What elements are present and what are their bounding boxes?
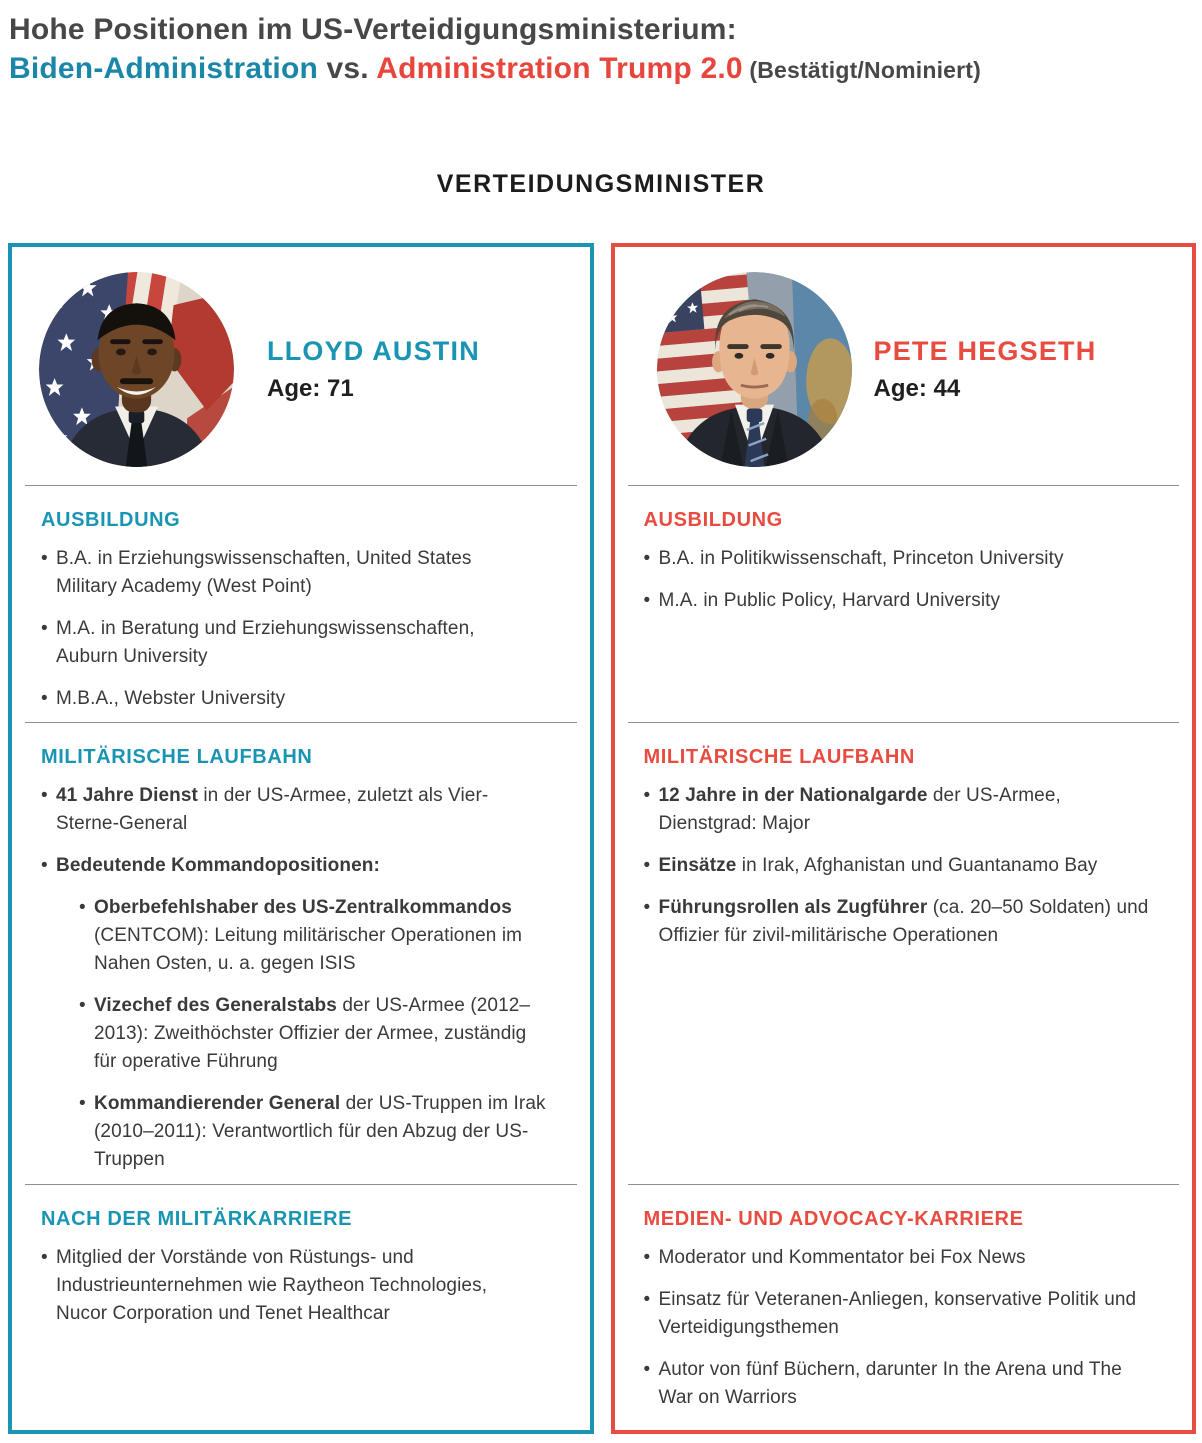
section-heading: MILITÄRISCHE LAUFBAHN [41,746,313,768]
pete-hegseth-photo [657,272,852,467]
bullet-item [79,1090,566,1174]
title-biden-administration: Biden-Administration [9,52,318,85]
bullet-text: Vizechef des Generalstabs der US-Armee (2012–2013): Zweithöchster Offizier der Armee, zuständig für operative Führung [94,995,531,1072]
bullet-item [79,894,566,978]
austin-section-nach-der-militaerkarriere [12,1185,590,1430]
hegseth-age: Age: 44 [873,375,961,402]
austin-card-header [12,247,590,485]
bullet-item [41,545,566,601]
austin-age: Age: 71 [267,375,354,402]
bullet-text: 41 Jahre Dienst in der US-Armee, zuletzt als Vier-Sterne-General [56,785,489,834]
title-note: (Bestätigt/Nominiert) [742,57,982,83]
bullet-dot: • [41,785,48,806]
section-heading: MILITÄRISCHE LAUFBAHN [643,746,915,768]
bullet-list [41,1244,566,1328]
bullet-text: Oberbefehlshaber des US-Zentralkommandos (CENTCOM): Leitung militärischer Operationen im Nahen Osten, u. a. gegen ISIS [94,897,523,974]
bullet-item [644,1286,1169,1342]
bullet-text: Autor von fünf Büchern, darunter In the Arena und The War on Warriors [658,1359,1122,1408]
page-header [0,0,1202,90]
bullet-dot: • [41,688,48,709]
bullet-text: Moderator und Kommentator bei Fox News [658,1247,1026,1268]
bullet-dot: • [79,1093,86,1114]
bullet-item [41,615,566,671]
section-title-verteidigungsminister: VERTEIDUNGSMINISTER [436,170,766,198]
bullet-item [41,1244,566,1328]
hegseth-section-medien-advocacy-karriere [615,1185,1193,1430]
bullet-dot: • [41,618,48,639]
bullet-item [41,782,566,838]
austin-section-ausbildung [12,486,590,722]
title-trump-administration: Administration Trump 2.0 [376,52,743,85]
hegseth-name: PETE HEGSETH [873,336,1097,366]
bullet-dot: • [643,897,651,918]
bullet-text: Führungsrollen als Zugführer (ca. 20–50 Soldaten) und Offizier für zivil-militärische Operationen [658,897,1149,946]
bullet-list [41,545,566,713]
bullet-text: M.A. in Beratung und Erziehungswissenschaften, Auburn University [56,618,475,667]
bullet-dot: • [41,1247,48,1268]
bullet-item [644,1244,1169,1272]
bullet-item [79,992,566,1076]
austin-id-block [267,336,480,485]
bullet-dot: • [643,855,651,876]
lloyd-austin-photo [39,272,234,467]
austin-name: LLOYD AUSTIN [267,336,480,366]
bullet-item [644,894,1169,950]
section-heading: AUSBILDUNG [41,509,181,531]
hegseth-section-militaerische-laufbahn [615,723,1193,1184]
bullet-text: B.A. in Erziehungswissenschaften, United States Military Academy (West Point) [56,548,472,597]
bullet-dot: • [643,590,651,611]
bullet-dot: • [79,995,86,1016]
section-heading: NACH DER MILITÄRKARRIERE [41,1208,353,1230]
bullet-text: 12 Jahre in der Nationalgarde der US-Armee, Dienstgrad: Major [658,785,1061,834]
austin-section-militaerische-laufbahn [12,723,590,1184]
bullet-item [41,852,566,880]
bullet-dot: • [41,855,48,876]
bullet-list [41,782,566,1174]
hegseth-id-block [874,336,1097,485]
bullet-text: Einsatz für Veteranen-Anliegen, konservative Politik und Verteidigungsthemen [658,1289,1137,1338]
bullet-list [644,1244,1169,1412]
bullet-item [644,782,1169,838]
bullet-item [644,852,1169,880]
bullet-list [644,782,1169,950]
bullet-text: B.A. in Politikwissenschaft, Princeton University [658,548,1064,569]
bullet-text: Mitglied der Vorstände von Rüstungs- und Industrieunternehmen wie Raytheon Technologies, Nucor Corporation und Tenet Healthcar [56,1247,488,1324]
section-heading: MEDIEN- UND ADVOCACY-KARRIERE [643,1208,1024,1230]
comparison-cards [8,243,1196,1434]
title-vs: vs. [318,52,377,85]
bullet-item [41,685,566,713]
page-title-line1: Hohe Positionen im US-Verteidigungsministerium: [9,13,737,46]
bullet-dot: • [643,548,651,569]
section-heading: AUSBILDUNG [643,509,783,531]
bullet-dot: • [643,1359,651,1380]
bullet-text: M.B.A., Webster University [56,688,286,709]
card-pete-hegseth [611,243,1197,1434]
card-lloyd-austin [8,243,594,1434]
hegseth-section-ausbildung [615,486,1193,722]
bullet-item [644,545,1169,573]
hegseth-card-header [615,247,1193,485]
page-title-line2 [9,49,1202,90]
bullet-text: Kommandierender General der US-Truppen im Irak (2010–2011): Verantwortlich für den Abzug der US-Truppen [94,1093,546,1170]
bullet-dot: • [41,548,48,569]
bullet-dot: • [643,785,651,806]
bullet-text: M.A. in Public Policy, Harvard University [658,590,1001,611]
bullet-item [644,587,1169,615]
bullet-item [644,1356,1169,1412]
bullet-dot: • [79,897,86,918]
bullet-dot: • [643,1289,651,1310]
bullet-dot: • [643,1247,651,1268]
bullet-text: Bedeutende Kommandopositionen: [56,855,380,876]
bullet-list [644,545,1169,615]
bullet-text: Einsätze in Irak, Afghanistan und Guantanamo Bay [658,855,1098,876]
